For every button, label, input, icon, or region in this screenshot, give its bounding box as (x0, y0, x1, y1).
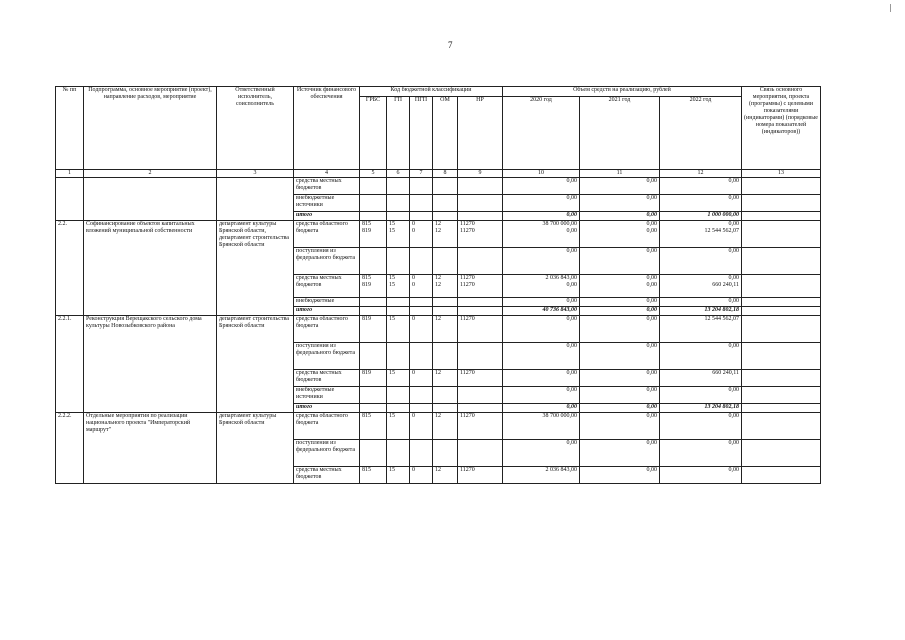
value-2020: 0,00 (503, 387, 580, 404)
code-om: 12 (433, 413, 458, 440)
value-2022: 0,00 660 240,11 (660, 275, 742, 298)
indicator-link (742, 248, 821, 275)
responsible-name: департамент культуры Брянской области, департамент строительства Брянской области (217, 221, 294, 316)
value-2020: 2 036 843,00 0,00 (503, 275, 580, 298)
value-2020: 0,00 (503, 316, 580, 343)
value-2020: 0,00 (503, 195, 580, 212)
code-om (433, 404, 458, 413)
indicator-link (742, 413, 821, 440)
code-np (458, 307, 503, 316)
header-link: Связь основного мероприятия, проекта (программы) с целевыми показателями (индикаторами) (порядковые номера показателей (индикаторов)) (742, 87, 821, 170)
value-2020: 0,00 (503, 178, 580, 195)
table-row (56, 316, 821, 343)
indicator-link (742, 316, 821, 343)
code-grbs (360, 298, 387, 307)
code-grbs (360, 387, 387, 404)
indicator-link (742, 440, 821, 467)
code-gp: 15 (387, 316, 410, 343)
header-2021: 2021 год (580, 97, 660, 170)
value-2022: 0,00 (660, 413, 742, 440)
program-table (55, 86, 821, 484)
table-body (56, 178, 821, 484)
value-2022: 0,00 (660, 387, 742, 404)
code-np (458, 440, 503, 467)
value-2022: 0,00 (660, 248, 742, 275)
value-2020: 0,00 (503, 404, 580, 413)
col-number: 8 (433, 170, 458, 178)
indicator-link (742, 275, 821, 298)
funding-source: средства местных бюджетов (294, 467, 360, 484)
code-np: 11270 (458, 370, 503, 387)
code-grbs (360, 404, 387, 413)
col-number: 13 (742, 170, 821, 178)
code-pgp: 0 0 (410, 221, 433, 248)
code-np: 11270 (458, 316, 503, 343)
header-budget-code: Код бюджетной классификации (360, 87, 503, 97)
responsible-name: департамент строительства Брянской области (217, 316, 294, 413)
funding-source: средства местных бюджетов (294, 178, 360, 195)
code-om (433, 387, 458, 404)
value-2022: 13 204 802,18 (660, 404, 742, 413)
code-np (458, 298, 503, 307)
code-np (458, 195, 503, 212)
indicator-link (742, 387, 821, 404)
funding-source: средства областного бюджета (294, 316, 360, 343)
indicator-link (742, 298, 821, 307)
code-pgp (410, 387, 433, 404)
header-gp: ГП (387, 97, 410, 170)
indicator-link (742, 212, 821, 221)
code-gp: 15 (387, 413, 410, 440)
value-2021: 0,00 (580, 316, 660, 343)
row-number: 2.2. (56, 221, 84, 316)
code-grbs (360, 440, 387, 467)
value-2022: 12 544 562,07 (660, 316, 742, 343)
header-row-top (56, 87, 821, 97)
code-pgp (410, 307, 433, 316)
code-np (458, 248, 503, 275)
value-2020: 38 700 000,00 (503, 413, 580, 440)
code-grbs (360, 195, 387, 212)
indicator-link (742, 178, 821, 195)
col-number: 6 (387, 170, 410, 178)
funding-source: средства областного бюджета (294, 221, 360, 248)
code-pgp: 0 (410, 370, 433, 387)
code-np (458, 212, 503, 221)
code-gp (387, 404, 410, 413)
code-np (458, 343, 503, 370)
col-number: 4 (294, 170, 360, 178)
code-pgp (410, 248, 433, 275)
indicator-link (742, 195, 821, 212)
funding-source: итого (294, 212, 360, 221)
code-gp: 15 15 (387, 275, 410, 298)
indicator-link (742, 343, 821, 370)
value-2021: 0,00 (580, 248, 660, 275)
value-2020: 0,00 (503, 370, 580, 387)
code-om: 12 (433, 370, 458, 387)
code-om: 12 12 (433, 221, 458, 248)
code-grbs: 815 819 (360, 221, 387, 248)
code-om: 12 (433, 467, 458, 484)
code-gp (387, 440, 410, 467)
funding-source: средства местных бюджетов (294, 275, 360, 298)
value-2021: 0,00 (580, 370, 660, 387)
responsible-name (217, 178, 294, 221)
edge-mark (890, 4, 891, 12)
code-om (433, 212, 458, 221)
value-2020: 40 736 843,00 (503, 307, 580, 316)
code-om (433, 343, 458, 370)
indicator-link (742, 370, 821, 387)
funding-source: поступления из федерального бюджета (294, 248, 360, 275)
row-number: 2.2.2. (56, 413, 84, 484)
code-np (458, 178, 503, 195)
code-grbs: 815 819 (360, 275, 387, 298)
funding-source: средства областного бюджета (294, 413, 360, 440)
funding-source: итого (294, 404, 360, 413)
col-number: 11 (580, 170, 660, 178)
col-number: 12 (660, 170, 742, 178)
code-pgp (410, 343, 433, 370)
value-2020: 0,00 (503, 248, 580, 275)
code-np: 11270 (458, 467, 503, 484)
indicator-link (742, 221, 821, 248)
code-pgp (410, 440, 433, 467)
funding-source: внебюджетные (294, 298, 360, 307)
code-pgp (410, 404, 433, 413)
code-grbs: 819 (360, 370, 387, 387)
value-2021: 0,00 (580, 298, 660, 307)
code-np: 11270 (458, 413, 503, 440)
col-number: 9 (458, 170, 503, 178)
code-gp: 15 (387, 467, 410, 484)
indicator-link (742, 404, 821, 413)
value-2021: 0,00 (580, 413, 660, 440)
header-grbs: ГРБС (360, 97, 387, 170)
value-2022: 1 000 000,00 (660, 212, 742, 221)
program-name: Софинансирование объектов капитальных вложений муниципальной собственности (84, 221, 217, 316)
code-gp (387, 248, 410, 275)
header-program: Подпрограмма, основное мероприятие (проект), направление расходов, мероприятие (84, 87, 217, 170)
code-om: 12 12 (433, 275, 458, 298)
code-pgp (410, 298, 433, 307)
responsible-name: департамент культуры Брянской области (217, 413, 294, 484)
value-2022: 0,00 12 544 562,07 (660, 221, 742, 248)
code-om: 12 (433, 316, 458, 343)
code-np: 11270 11270 (458, 275, 503, 298)
program-name: Отдельные мероприятия по реализации национального проекта "Императорский маршрут" (84, 413, 217, 484)
funding-source: поступления из федерального бюджета (294, 343, 360, 370)
value-2021: 0,00 (580, 387, 660, 404)
value-2022: 0,00 (660, 467, 742, 484)
code-pgp: 0 (410, 413, 433, 440)
code-grbs (360, 212, 387, 221)
code-pgp (410, 195, 433, 212)
code-gp (387, 307, 410, 316)
code-pgp (410, 178, 433, 195)
code-gp (387, 298, 410, 307)
code-om (433, 178, 458, 195)
value-2021: 0,00 (580, 440, 660, 467)
col-number: 2 (84, 170, 217, 178)
code-gp (387, 195, 410, 212)
header-2020: 2020 год (503, 97, 580, 170)
funding-source: поступления из федерального бюджета (294, 440, 360, 467)
value-2020: 2 036 843,00 (503, 467, 580, 484)
program-name (84, 178, 217, 221)
code-om (433, 440, 458, 467)
program-name: Реконструкция Верещакского сельского дома культуры Новозыбковского района (84, 316, 217, 413)
col-number: 5 (360, 170, 387, 178)
value-2022: 0,00 (660, 298, 742, 307)
col-number: 10 (503, 170, 580, 178)
code-np (458, 387, 503, 404)
table-row (56, 413, 821, 440)
col-number: 3 (217, 170, 294, 178)
code-grbs: 815 (360, 467, 387, 484)
code-om (433, 195, 458, 212)
header-om: ОМ (433, 97, 458, 170)
funding-source: средства местных бюджетов (294, 370, 360, 387)
value-2021: 0,00 0,00 (580, 275, 660, 298)
indicator-link (742, 467, 821, 484)
value-2021: 0,00 0,00 (580, 221, 660, 248)
value-2022: 0,00 (660, 178, 742, 195)
code-grbs (360, 343, 387, 370)
code-grbs (360, 178, 387, 195)
value-2022: 0,00 (660, 440, 742, 467)
code-pgp: 0 (410, 467, 433, 484)
value-2022: 13 204 802,18 (660, 307, 742, 316)
page-number: 7 (448, 40, 453, 50)
header-2022: 2022 год (660, 97, 742, 170)
value-2020: 0,00 (503, 440, 580, 467)
value-2021: 0,00 (580, 178, 660, 195)
header-volume: Объем средств на реализацию, рублей (503, 87, 742, 97)
code-pgp: 0 (410, 316, 433, 343)
code-gp: 15 15 (387, 221, 410, 248)
header-responsible: Ответственный исполнитель, соисполнитель (217, 87, 294, 170)
code-om (433, 248, 458, 275)
value-2020: 0,00 (503, 343, 580, 370)
code-gp: 15 (387, 370, 410, 387)
value-2021: 0,00 (580, 212, 660, 221)
value-2022: 0,00 (660, 343, 742, 370)
row-number (56, 178, 84, 221)
value-2021: 0,00 (580, 307, 660, 316)
table-row (56, 178, 821, 195)
funding-source: внебюджетные источники (294, 387, 360, 404)
code-gp (387, 387, 410, 404)
value-2020: 0,00 (503, 298, 580, 307)
code-np: 11270 11270 (458, 221, 503, 248)
value-2020: 0,00 (503, 212, 580, 221)
funding-source: внебюджетные источники (294, 195, 360, 212)
header-num: № пп (56, 87, 84, 170)
value-2021: 0,00 (580, 195, 660, 212)
row-number: 2.2.1. (56, 316, 84, 413)
value-2022: 660 240,11 (660, 370, 742, 387)
value-2022: 0,00 (660, 195, 742, 212)
column-number-row (56, 170, 821, 178)
value-2021: 0,00 (580, 343, 660, 370)
code-pgp (410, 212, 433, 221)
value-2021: 0,00 (580, 404, 660, 413)
code-pgp: 0 0 (410, 275, 433, 298)
code-gp (387, 343, 410, 370)
funding-source: итого (294, 307, 360, 316)
col-number: 1 (56, 170, 84, 178)
header-pgp: ПГП (410, 97, 433, 170)
header-np: НР (458, 97, 503, 170)
table-row (56, 221, 821, 248)
code-gp (387, 178, 410, 195)
indicator-link (742, 307, 821, 316)
header-source: Источник финансового обеспечения (294, 87, 360, 170)
code-grbs: 819 (360, 316, 387, 343)
code-om (433, 298, 458, 307)
code-np (458, 404, 503, 413)
value-2020: 38 700 000,00 0,00 (503, 221, 580, 248)
code-grbs: 815 (360, 413, 387, 440)
col-number: 7 (410, 170, 433, 178)
value-2021: 0,00 (580, 467, 660, 484)
code-grbs (360, 307, 387, 316)
code-grbs (360, 248, 387, 275)
code-om (433, 307, 458, 316)
code-gp (387, 212, 410, 221)
